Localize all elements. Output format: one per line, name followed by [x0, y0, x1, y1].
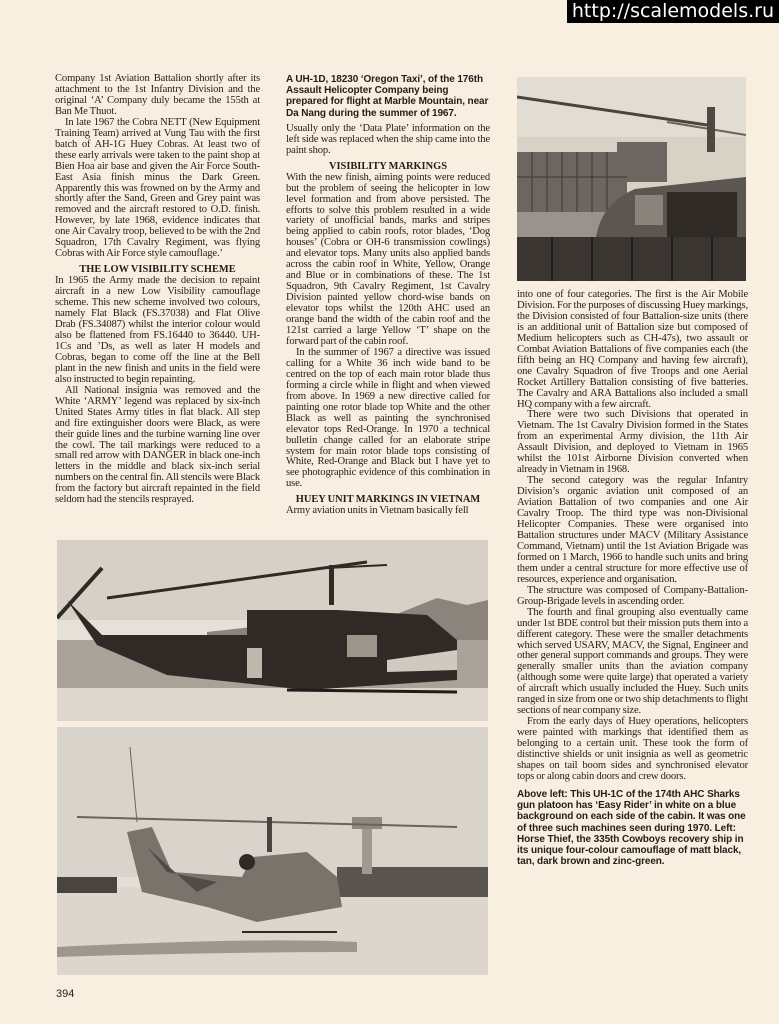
column-1: [55, 74, 260, 506]
paragraph: The second category was the regular Infantry Division’s organic aviation unit composed of an Aviation Battalion of two companies and one Air Cavalry Troop. The third type was non-Divisional Helicopter Companies. These were organised into Battalion structures under MACV (Military Assistance Command, Vietnam) until the 1st Aviation Brigade was formed on 1 March, 1966 to handle such units and bring them under a central structure for more effective use of resources, experience and organisation.: [517, 475, 748, 585]
paragraph: Army aviation units in Vietnam basically fell: [286, 505, 469, 517]
photo-uh1c-easy-rider: [57, 540, 488, 721]
helicopter-photo-image: [517, 77, 746, 281]
paragraph: All National insignia was removed and the White ‘ARMY’ legend was replaced by six-inch United States Army titles in flat black. All step and fire extinguisher doors were Black, as were their guide lines and the turbine warning line over the cowl. The tail markings were reduced to a small red arrow with DANGER in black one-inch letters in the middle and black six-inch serial numbers on the central fin. All stencils were Black from the factory but aircraft repainted in the field seldom had the stencils resprayed.: [55, 384, 260, 506]
helicopter-photo-image: [57, 727, 488, 975]
helicopter-photo-image: [57, 540, 488, 721]
paragraph: There were two such Divisions that operated in Vietnam. The 1st Cavalry Division formed in the States from an experimental Army division, the 11th Air Assault Division, and deployed to Vietnam in 1965 whilst the 101st Airborne Division converted when already in Vietnam in 1968.: [517, 409, 748, 476]
paragraph: Usually only the ‘Data Plate’ information on the left side was replaced when the ship came into the paint shop.: [286, 122, 490, 156]
paragraph: From the early days of Huey operations, helicopters were painted with markings that identified them as belonging to a certain unit. These took the form of distinctive shields or unit insignia as well as geometric shapes on tail boom sides and synchronised elevator tops or along cabin doors and crew doors.: [517, 716, 748, 782]
paragraph: In 1965 the Army made the decision to repaint aircraft in a new Low Visibility camouflage scheme. This new scheme involved two colours, namely Flat Black (FS.37038) and Flat Olive Drab (FS.34087) whilst the interior colour would also be flattened from FS.16440 to 36440. UH-1Cs and ’Ds, as well as later H models and Cobras, began to come off the line at the Bell plant in the new finish and units in the field were also instructed to begin repainting.: [55, 275, 260, 385]
paragraph: into one of four categories. The first is the Air Mobile Division. For the purposes of discussing Huey markings, the Division consisted of four Battalion-size units (there is an additional unit of Battalion size but composed of Medium helicopters such as CH-47s), two assault or Combat Aviation Battalions of five companies each (the fifth being an HQ Company and having few aircraft), one Cavalry Squadron of five Troops and one Aerial Rocket Artillery Battalion consisting of five batteries. The Cavalry and ARA Battalions also included a small HQ company with a few aircraft.: [517, 289, 748, 410]
paragraph: The structure was composed of Company-Battalion-Group-Brigade levels in ascending order.: [517, 584, 748, 607]
photo-caption-top-right: A UH-1D, 18230 ‘Oregon Taxi’, of the 176th Assault Helicopter Company being prepared for flight at Marble Mountain, near Da Nang during the summer of 1967.: [286, 74, 489, 119]
paragraph: In the summer of 1967 a directive was issued calling for a White 36 inch wide band to be centred on the top of each main rotor blade thus forming a circle while in flight and when viewed from above. In 1969 a new directive called for painting one rotor blade top White and the other Black as well as painting the synchronised elevator tops Red-Orange. In 1970 a technical bulletin change called for an elaborate stripe system for main rotor blade tops consisting of White, Red-Orange and Black but I have yet to see photographic evidence of this combination in use.: [286, 346, 490, 490]
watermark: http://scalemodels.ru: [567, 0, 779, 23]
section-heading-visibility-markings: VISIBILITY MARKINGS: [329, 160, 447, 172]
page-number: 394: [56, 988, 75, 1000]
paragraph: Company 1st Aviation Battalion shortly after its attachment to the 1st Infantry Division and the original ‘A’ Company duly became the 155th at Ban Me Thuot.: [55, 73, 260, 117]
column-3: [517, 290, 748, 872]
photo-uh1d-oregon-taxi: [517, 77, 746, 281]
photo-horse-thief: [57, 727, 488, 975]
section-heading-low-visibility: THE LOW VISIBILITY SCHEME: [79, 264, 236, 276]
section-heading-huey-unit-markings: HUEY UNIT MARKINGS IN VIETNAM: [295, 494, 481, 506]
paragraph: In late 1967 the Cobra NETT (New Equipment Training Team) arrived at Vung Tau with the first batch of AH-1G Huey Cobras. At least two of these early arrivals were taken to the paint shop at Bien Hoa air base and given the Air Force South-East Asia finish minus the Dark Green. Apparently this was frowned on by the Army and shortly after the Sand, Green and Grey paint was removed and the aircraft restored to O.D. finish. However, by late 1968, evidence indicates that one Air Cavalry troop, believed to be with the 2nd Squadron, 17th Cavalry Regiment, was flying Cobras with Air Force style camouflage.’: [55, 116, 260, 260]
paragraph: With the new finish, aiming points were reduced but the problem of seeing the helicopter in low level formation and from above persisted. The efforts to solve this problem resulted in a wide variety of unofficial bands, marks and stripes being applied to cabin roofs, rotor blades, ‘Dog houses’ (Cobra or OH-6 transmission cowlings) and elevator tops. Many units also applied bands across the cabin roof in White, Yellow, Orange and Blue or in combinations of these. The 1st Squadron, 9th Cavalry Regiment, 1st Cavalry Division painted yellow chord-wise bands on elevator tops whilst the 120th AHC used an orange band the width of the cabin roof and the 121st carried a large Yellow ‘T’ shape on the forward part of the cabin roof.: [286, 171, 490, 347]
photo-caption-left: Above left: This UH-1C of the 174th AHC Sharks gun platoon has ‘Easy Rider’ in white on a blue background on each side of the cabin. It was one of three such machines seen during 1970. Left: Horse Thief, the 335th Cowboys recovery ship in its unique four-colour camouflage of matt black, tan, dark brown and zinc-green.: [517, 788, 746, 868]
paragraph: The fourth and final grouping also eventually came under 1st BDE control but their mission puts them into a different category. These were the smaller detachments which served USARV, MACV, the Signal, Engineer and other general support commands and groups. They were generally smaller units than the aviation company (although some were quite large) that operated a variety of aircraft which usually included the Huey. Such units ranged in size from one or two ship detachments to flight sections of near company size.: [517, 606, 748, 717]
column-2: [286, 74, 490, 517]
